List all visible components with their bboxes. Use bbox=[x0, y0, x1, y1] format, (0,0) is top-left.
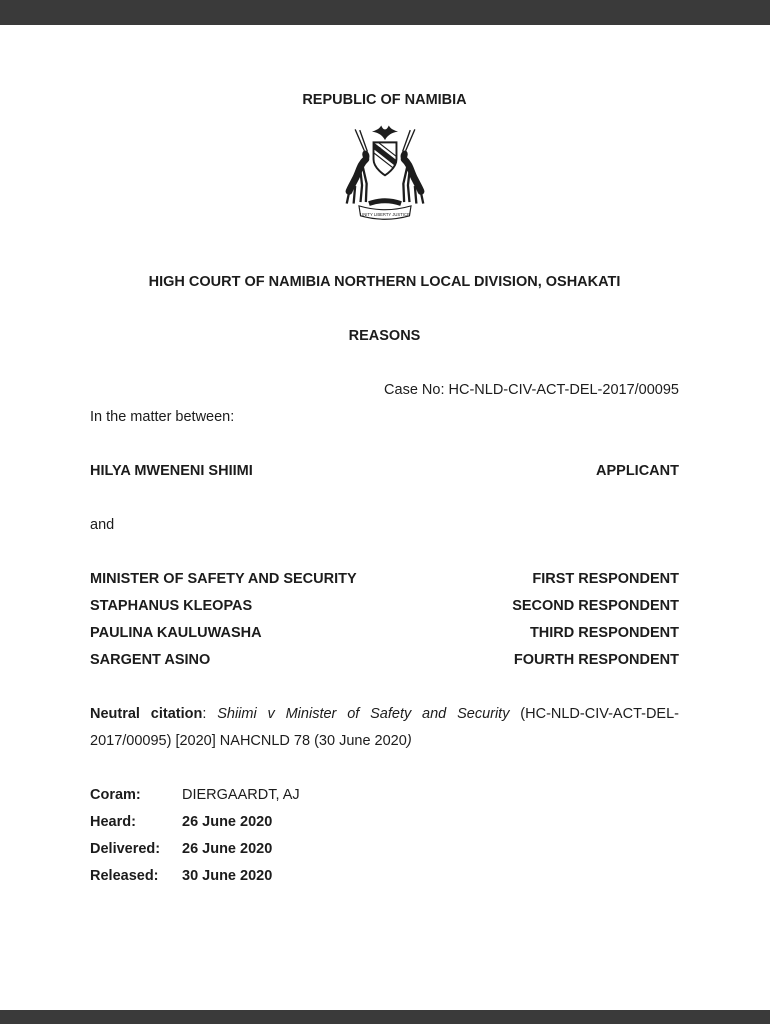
respondent-row bbox=[90, 566, 679, 593]
respondent-role: SECOND RESPONDENT bbox=[512, 598, 679, 614]
coram-label: Coram: bbox=[90, 787, 141, 803]
delivered-row bbox=[90, 836, 679, 863]
heard-label: Heard: bbox=[90, 814, 136, 830]
document-type-heading: REASONS bbox=[348, 328, 421, 344]
court-title: HIGH COURT OF NAMIBIA NORTHERN LOCAL DIVISION, OSHAKATI bbox=[148, 274, 621, 290]
applicant-role: APPLICANT bbox=[596, 463, 679, 479]
respondent-role: FIRST RESPONDENT bbox=[532, 571, 679, 587]
neutral-citation-label: Neutral citation bbox=[90, 706, 203, 722]
republic-title: REPUBLIC OF NAMIBIA bbox=[302, 92, 467, 108]
applicant-row bbox=[90, 458, 679, 485]
respondent-role: FOURTH RESPONDENT bbox=[513, 652, 679, 668]
respondent-row bbox=[90, 647, 679, 674]
delivered-label: Delivered: bbox=[90, 841, 161, 857]
released-row bbox=[90, 863, 679, 890]
neutral-citation-details: (HC-NLD-CIV-ACT-DEL-2017/00095) [2020] NAHCNLD 78 (30 June 2020 bbox=[90, 706, 679, 749]
respondent-row bbox=[90, 620, 679, 647]
respondent-name: SARGENT ASINO bbox=[90, 652, 211, 668]
respondent-row bbox=[90, 593, 679, 620]
oryx-left-icon bbox=[346, 129, 370, 203]
coram-row bbox=[90, 782, 679, 809]
respondent-name: MINISTER OF SAFETY AND SECURITY bbox=[90, 571, 357, 587]
hearing-details bbox=[90, 782, 679, 890]
fish-eagle-icon bbox=[371, 126, 397, 141]
matter-intro: In the matter between: bbox=[90, 409, 235, 425]
heard-row bbox=[90, 809, 679, 836]
namibia-coat-of-arms bbox=[90, 124, 679, 225]
neutral-citation-closing: ) bbox=[406, 733, 412, 749]
conjunction-and: and bbox=[90, 517, 115, 533]
respondent-role: THIRD RESPONDENT bbox=[529, 625, 679, 641]
ground-mound bbox=[368, 198, 402, 206]
respondent-name: PAULINA KAULUWASHA bbox=[90, 625, 262, 641]
oryx-right-icon bbox=[399, 129, 423, 203]
neutral-citation-case-name: Shiimi v Minister of Safety and Security bbox=[217, 706, 510, 722]
respondent-name: STAPHANUS KLEOPAS bbox=[90, 598, 253, 614]
coat-of-arms-graphic bbox=[339, 124, 431, 225]
released-label: Released: bbox=[90, 868, 159, 884]
respondents-list bbox=[90, 566, 679, 674]
crest-motto: UNITY LIBERTY JUSTICE bbox=[359, 211, 410, 217]
neutral-citation-colon: : bbox=[202, 706, 218, 722]
neutral-citation bbox=[90, 701, 679, 755]
delivered-value: 26 June 2020 bbox=[182, 841, 273, 857]
heard-value: 26 June 2020 bbox=[182, 814, 273, 830]
document-page bbox=[0, 25, 770, 1010]
released-value: 30 June 2020 bbox=[182, 868, 273, 884]
applicant-name: HILYA MWENENI SHIIMI bbox=[90, 463, 253, 479]
case-number: Case No: HC-NLD-CIV-ACT-DEL-2017/00095 bbox=[384, 382, 679, 398]
coram-value: DIERGAARDT, AJ bbox=[182, 787, 300, 803]
